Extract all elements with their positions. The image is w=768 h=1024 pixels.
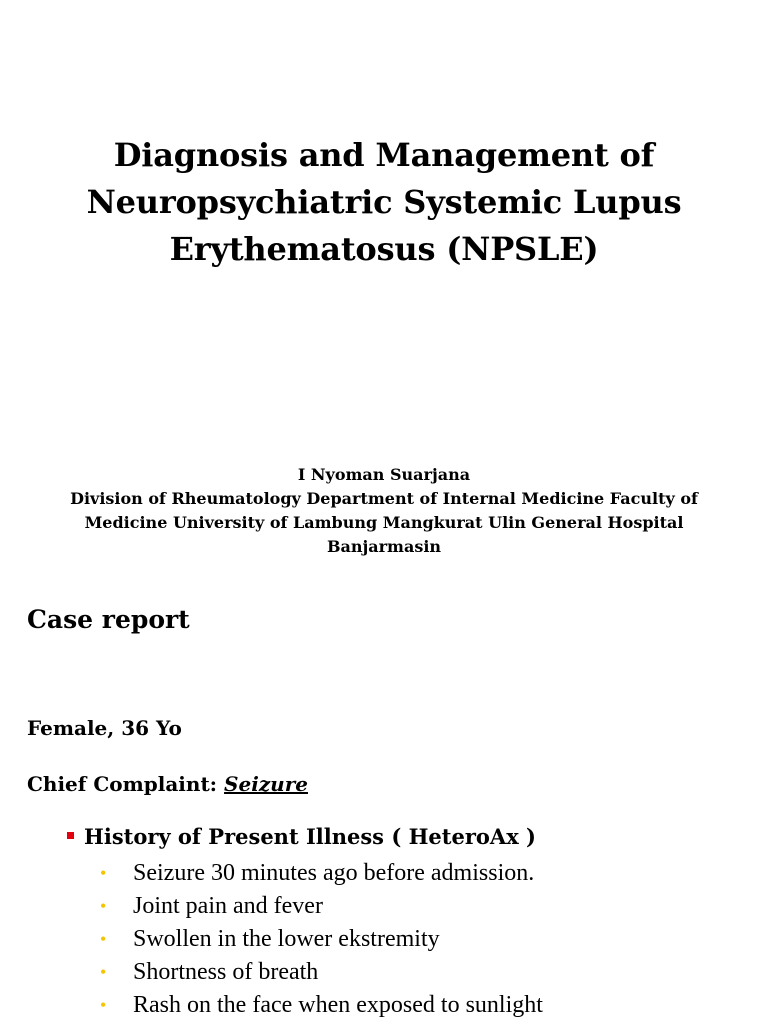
bullet-dot-icon: • [100, 929, 107, 949]
affiliation-line: Division of Rheumatology Department of Internal Medicine Faculty of [70, 489, 698, 508]
title-line: Neuropsychiatric Systemic Lupus [86, 183, 682, 221]
symptom-text: Rash on the face when exposed to sunlight [133, 992, 543, 1018]
title-line: Erythematosus (NPSLE) [169, 230, 599, 268]
list-item [100, 857, 543, 890]
list-item [100, 989, 543, 1022]
symptom-text: Seizure 30 minutes ago before admission. [133, 860, 535, 886]
list-item [100, 956, 543, 989]
symptom-text: Shortness of breath [133, 959, 319, 985]
chief-complaint-value: Seizure [224, 772, 308, 796]
affiliation-line: Medicine University of Lambung Mangkurat Ulin General Hospital [84, 513, 684, 532]
bullet-dot-icon: • [100, 863, 107, 883]
bullet-dot-icon: • [100, 995, 107, 1015]
title-line: Diagnosis and Management of [113, 136, 655, 174]
square-bullet-icon [67, 832, 74, 839]
list-item [100, 890, 543, 923]
chief-complaint [27, 768, 308, 800]
symptom-list [100, 857, 543, 1022]
author-name: I Nyoman Suarjana [297, 465, 471, 484]
patient-info: Female, 36 Yo [27, 716, 182, 740]
symptom-text: Joint pain and fever [133, 893, 323, 919]
chief-complaint-label: Chief Complaint: [27, 772, 218, 796]
hpi-heading [67, 821, 536, 853]
case-report-heading: Case report [27, 605, 190, 634]
symptom-text: Swollen in the lower ekstremity [133, 926, 440, 952]
bullet-dot-icon: • [100, 962, 107, 982]
hpi-heading-text: History of Present Illness ( HeteroAx ) [84, 824, 536, 849]
bullet-dot-icon: • [100, 896, 107, 916]
author-block [0, 463, 768, 559]
affiliation-line: Banjarmasin [326, 537, 442, 556]
presentation-title [0, 132, 768, 273]
list-item [100, 923, 543, 956]
